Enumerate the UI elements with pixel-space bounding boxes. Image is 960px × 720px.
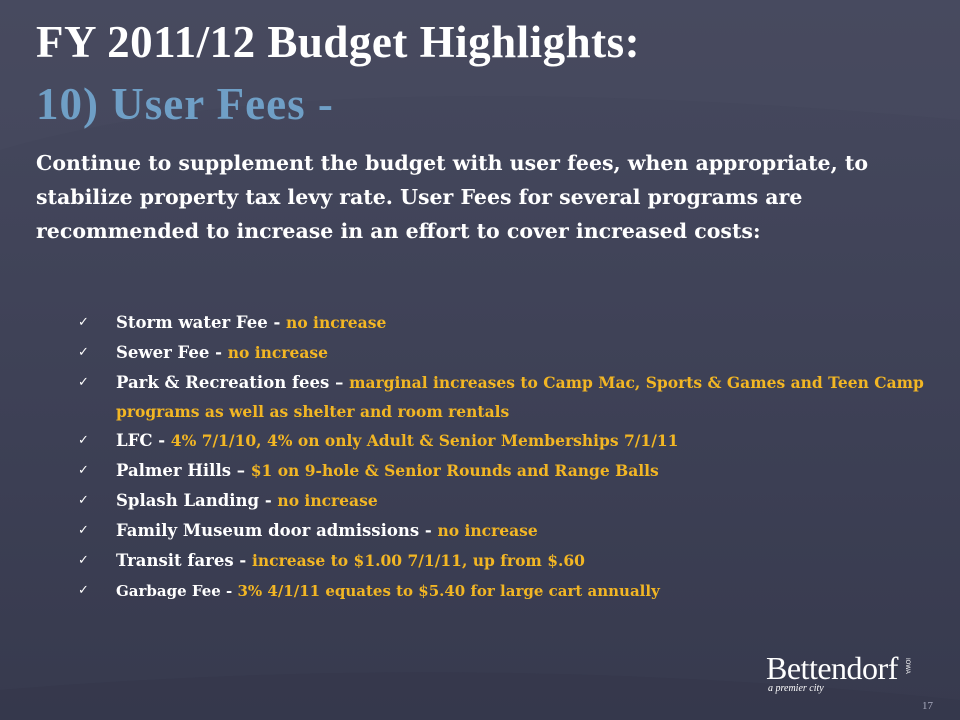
list-item-desc: marginal increases to Camp Mac, Sports & Games and Teen Camp programs as well as shelter and room rentals [116, 373, 924, 421]
list-item [78, 516, 936, 546]
fee-list [78, 308, 936, 606]
logo-state: IOWA [904, 658, 910, 674]
list-item [78, 576, 936, 606]
list-item-label: Park & Recreation fees – [116, 373, 350, 392]
list-item [78, 546, 936, 576]
check-icon: ✓ [78, 583, 89, 598]
list-item [78, 338, 936, 368]
list-item-label: Transit fares - [116, 551, 252, 570]
intro-paragraph: Continue to supplement the budget with user fees, when appropriate, to stabilize property tax levy rate. User Fees for several programs are recommended to increase in an effort to cover increased costs: [36, 151, 869, 243]
list-item-desc: no increase [227, 343, 328, 362]
list-item-desc: increase to $1.00 7/1/11, up from $.60 [252, 551, 585, 570]
list-item-desc: $1 on 9-hole & Senior Rounds and Range Balls [250, 461, 659, 480]
check-icon: ✓ [78, 463, 89, 478]
slide-subtitle: 10) User Fees - [36, 79, 334, 129]
list-item [78, 426, 936, 456]
check-icon: ✓ [78, 433, 89, 448]
list-item-label: Palmer Hills – [116, 461, 251, 480]
list-item-desc: no increase [277, 491, 378, 510]
check-icon: ✓ [78, 375, 89, 390]
list-item-label: Family Museum door admissions - [116, 521, 438, 540]
check-icon: ✓ [78, 553, 89, 568]
list-item [78, 368, 936, 426]
list-item-label: Splash Landing - [116, 491, 278, 510]
list-item-label: Storm water Fee - [116, 313, 287, 332]
list-item [78, 308, 936, 338]
list-item-desc: no increase [437, 521, 538, 540]
city-logo [766, 650, 916, 696]
list-item-desc: 3% 4/1/11 equates to $5.40 for large cart annually [237, 582, 660, 600]
list-item [78, 486, 936, 516]
logo-tagline: a premier city [768, 683, 824, 694]
list-item-label: Sewer Fee - [116, 343, 228, 362]
list-item-label: LFC - [116, 431, 171, 450]
list-item-label: Garbage Fee - [116, 582, 238, 600]
check-icon: ✓ [78, 523, 89, 538]
check-icon: ✓ [78, 315, 89, 330]
logo-wordmark: Bettendorf [766, 650, 898, 686]
list-item-desc: no increase [286, 313, 387, 332]
slide-title: FY 2011/12 Budget Highlights: [36, 17, 641, 67]
page-number: 17 [922, 700, 933, 712]
list-item-desc: 4% 7/1/10, 4% on only Adult & Senior Memberships 7/1/11 [170, 431, 679, 450]
check-icon: ✓ [78, 493, 89, 508]
list-item [78, 456, 936, 486]
check-icon: ✓ [78, 345, 89, 360]
